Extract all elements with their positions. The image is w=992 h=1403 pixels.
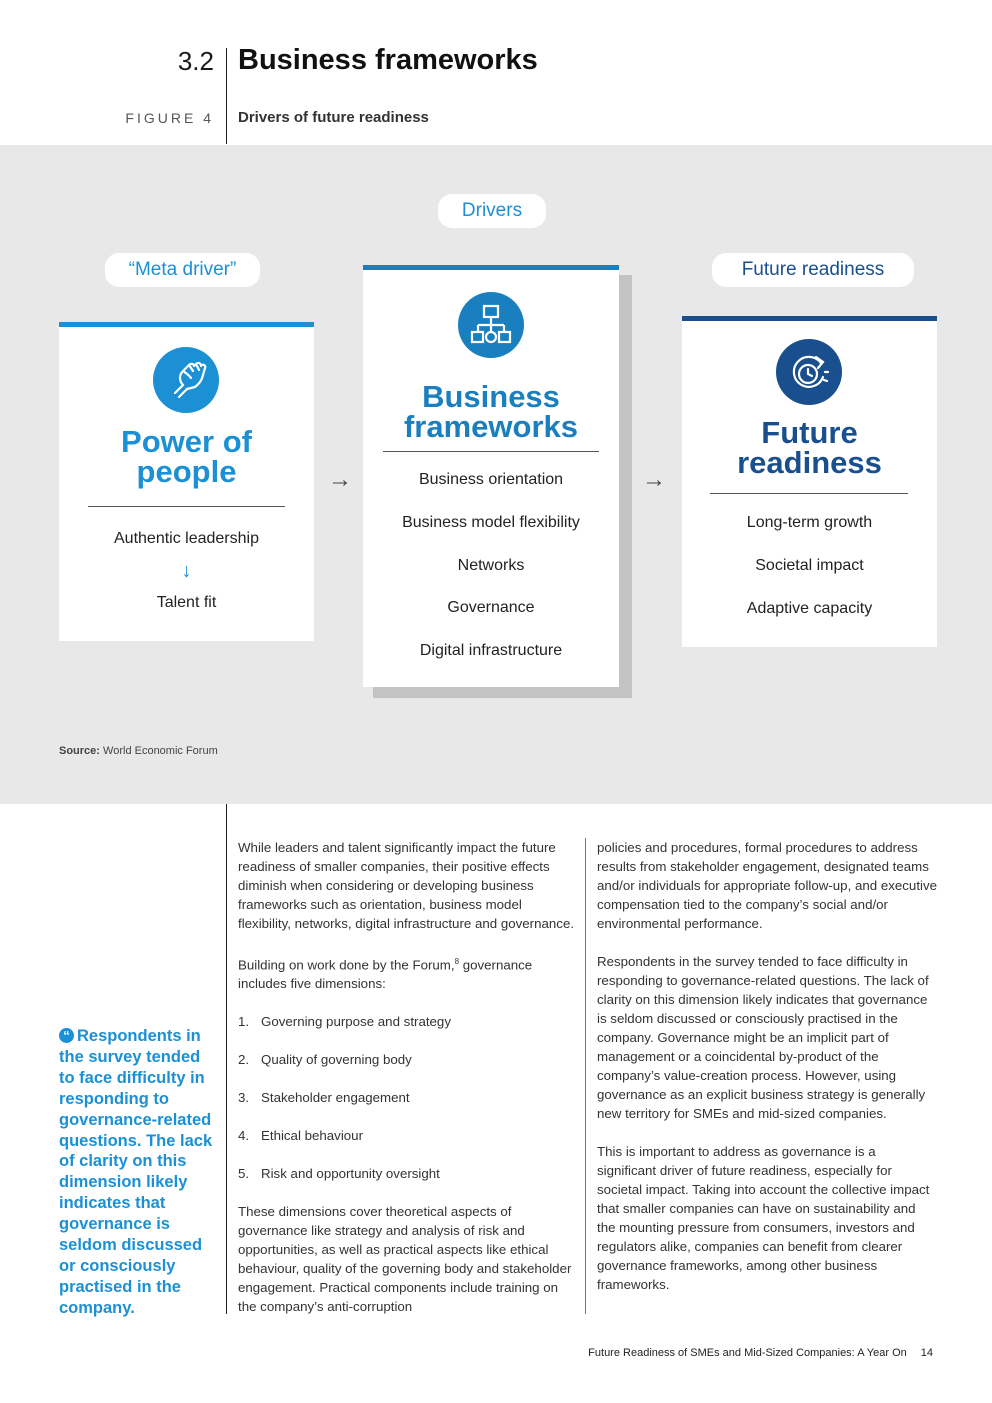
list-item (238, 1050, 578, 1069)
list-text: Governing purpose and strategy (261, 1014, 451, 1030)
section-title: Business frameworks (238, 44, 538, 76)
power-of-people-title (59, 424, 314, 489)
org-chart-icon (458, 292, 524, 358)
clock-icon (776, 339, 842, 405)
item-digital-infrastructure: Digital infrastructure (419, 642, 563, 659)
item-societal-impact: Societal impact (755, 557, 864, 574)
quote-icon: “ (59, 1028, 74, 1043)
list-number: 4. (238, 1128, 250, 1144)
list-item (238, 1012, 578, 1031)
card-title-line: Future (761, 415, 858, 450)
list-item (238, 1088, 578, 1107)
header-divider (226, 48, 227, 144)
item-governance: Governance (447, 599, 535, 616)
arrow-down-icon: ↓ (181, 560, 192, 582)
list-item (238, 1164, 578, 1183)
governance-dimensions-list (238, 1012, 578, 1183)
item-talent-fit: Talent fit (156, 594, 217, 611)
report-title: Future Readiness of SMEs and Mid-Sized Companies: (588, 1347, 855, 1359)
column-divider (585, 838, 586, 1314)
card-title-line: readiness (737, 445, 882, 480)
item-business-model-flexibility: Business model flexibility (402, 514, 580, 531)
item-business-orientation: Business orientation (418, 471, 564, 488)
drivers-pill: Drivers (438, 194, 546, 228)
flow-arrow-icon: → (642, 466, 666, 493)
figure-title: Drivers of future readiness (238, 109, 429, 126)
future-readiness-pill: Future readiness (712, 253, 914, 287)
card-title-line: frameworks (403, 409, 579, 444)
item-networks: Networks (457, 557, 525, 574)
list-text: Stakeholder engagement (261, 1090, 410, 1106)
paragraph: While leaders and talent significantly impact the future readiness of smaller companies, their positive effects diminish when considering or developing business frameworks such as orientation, business model flexibility, networks, digital infrastructure and governance. (238, 840, 575, 931)
pull-quote-text: Respondents in the survey tended to face difficulty in responding to governance-related questions. The lack of clarity on this dimension likely indicates that governance is seldom discussed or consciously practised in the company. (59, 1027, 213, 1317)
list-text: Risk and opportunity oversight (261, 1166, 440, 1182)
future-readiness-card (682, 316, 937, 647)
business-frameworks-title (363, 379, 619, 444)
body-column-1 (238, 838, 578, 1335)
card-title-line: people (136, 454, 237, 489)
list-number: 3. (238, 1090, 250, 1106)
item-adaptive-capacity: Adaptive capacity (746, 600, 873, 617)
paragraph-text: Building on work done by the Forum, (238, 957, 455, 973)
list-number: 2. (238, 1052, 250, 1068)
figure-source (59, 745, 218, 757)
paragraph: Respondents in the survey tended to face difficulty in responding to governance-related questions. The lack of clarity on this dimension likely indicates that governance is seldom discussed or consciously practised in the company. Governance might be an implicit part of management or a coincidental by-product of the company’s value-creation process. However, using governance as an explicit business strategy is generally new territory for SMEs and mid-sized companies. (597, 954, 929, 1121)
page-number: 14 (920, 1347, 933, 1359)
source-label: Source: (59, 745, 100, 757)
card-divider (88, 506, 285, 507)
item-authentic-leadership: Authentic leadership (114, 530, 259, 547)
figure-label: FIGURE 4 (125, 110, 214, 126)
paragraph: policies and procedures, formal procedures to address results from stakeholder engagement, designated teams and/or individuals for appropriate follow-up, and executive compensation tied to the company’s social and/or environmental performance. (597, 840, 938, 931)
paragraph: These dimensions cover theoretical aspects of governance like strategy and analysis of risk and opportunities, as well as practical aspects like ethical behaviour, quality of the governing body and stakeholder engagement. Practical components include training on the company’s anti-corruption (238, 1204, 572, 1315)
list-text: Quality of governing body (261, 1052, 412, 1068)
paragraph (238, 952, 578, 993)
body-column-2 (597, 838, 937, 1313)
list-number: 5. (238, 1166, 250, 1182)
source-text: World Economic Forum (103, 745, 218, 757)
report-subtitle: A Year On (854, 1347, 907, 1359)
paragraph: This is important to address as governance is a significant driver of future readiness, especially for societal impact. Taking into account the collective impact that smaller companies can have on sustainability and the mounting pressure from consumers, investors and regulators alike, companies can benefit from clearer governance frameworks, among other business frameworks. (597, 1144, 930, 1292)
business-frameworks-card (363, 265, 619, 687)
footnote-ref: 8 (454, 957, 460, 966)
flow-arrow-icon: → (328, 466, 352, 493)
section-number: 3.2 (177, 46, 214, 76)
card-divider (383, 451, 599, 452)
future-readiness-title (682, 415, 937, 480)
list-item (238, 1126, 578, 1145)
meta-driver-pill: “Meta driver” (105, 253, 260, 287)
page-footer (530, 1347, 933, 1359)
paragraph-text: governance includes five dimensions: (238, 957, 533, 992)
card-divider (710, 493, 908, 494)
fist-icon (153, 347, 219, 413)
list-text: Ethical behaviour (261, 1128, 364, 1144)
pull-quote (59, 1026, 217, 1319)
card-title-line: Power of (121, 424, 252, 459)
power-of-people-card (59, 322, 314, 641)
item-long-term-growth: Long-term growth (746, 514, 873, 531)
list-number: 1. (238, 1014, 250, 1030)
column-divider (226, 804, 227, 1314)
card-title-line: Business (422, 379, 560, 414)
